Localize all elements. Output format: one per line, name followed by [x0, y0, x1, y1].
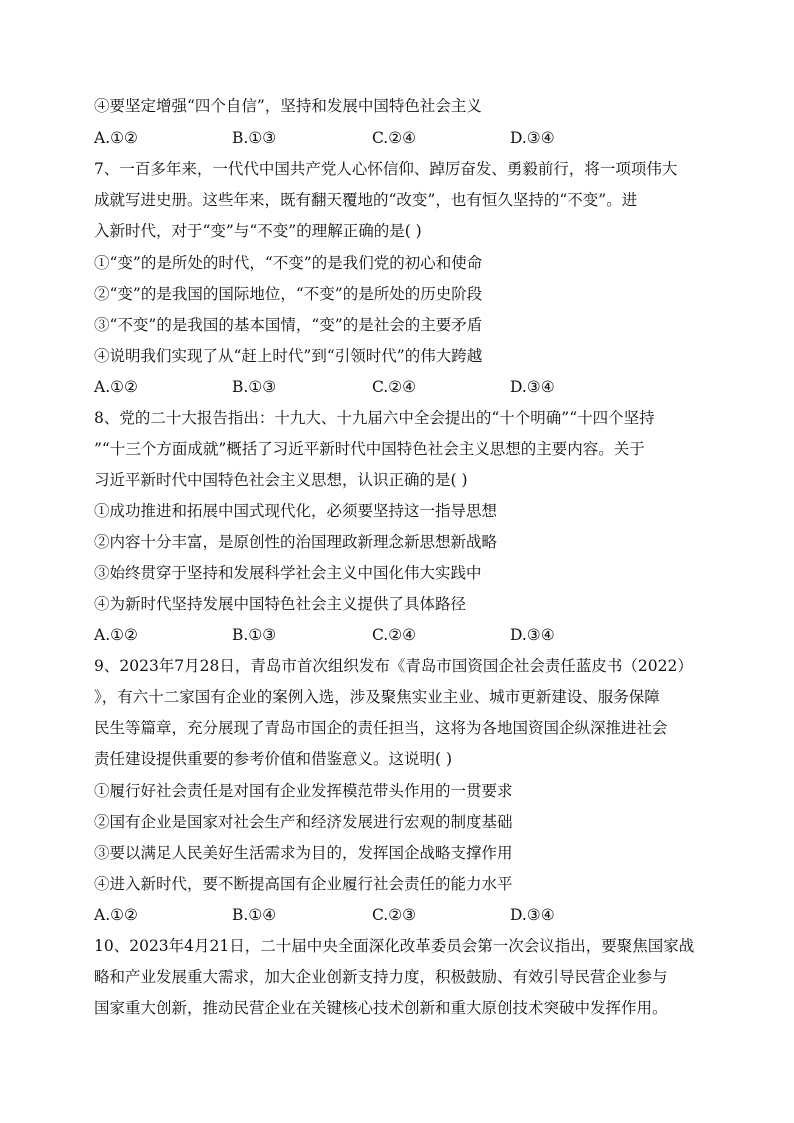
q9-choice-d[interactable]: D.③④ — [510, 906, 555, 924]
q9-stem-line-2: 》，有六十二家国有企业的案例入选，涉及聚焦实业主业、城市更新建设、服务保障 — [94, 688, 660, 706]
q8-option-4: ④为新时代坚持发展中国特色社会主义提供了具体路径 — [94, 595, 467, 613]
q8-option-3: ③始终贯穿于坚持和发展科学社会主义中国化伟大实践中 — [94, 564, 482, 582]
q9-choice-a[interactable]: A.①② — [94, 906, 138, 924]
q9-option-4: ④进入新时代，要不断提高国有企业履行社会责任的能力水平 — [94, 875, 513, 893]
q8-stem-line-1: 8、党的二十大报告指出：十九大、十九届六中全会提出的“十个明确”“十四个坚持 — [94, 409, 655, 427]
q7-stem-line-1: 7、一百多年来，一代代中国共产党人心怀信仰、踔厉奋发、勇毅前行，将一项项伟大 — [94, 160, 678, 178]
q6-choice-c[interactable]: C.②④ — [372, 129, 417, 147]
q9-option-2: ②国有企业是国家对社会生产和经济发展进行宏观的制度基础 — [94, 813, 513, 831]
q7-stem-line-3: 入新时代，对于“变”与“不变”的理解正确的是( ) — [94, 222, 422, 240]
q7-option-4: ④说明我们实现了从“赶上时代”到“引领时代”的伟大跨越 — [94, 347, 483, 365]
q7-option-2: ②“变”的是我国的国际地位，“不变”的是所处的历史阶段 — [94, 285, 483, 303]
q8-choice-a[interactable]: A.①② — [94, 626, 138, 644]
q9-option-1: ①履行好社会责任是对国有企业发挥模范带头作用的一贯要求 — [94, 782, 513, 800]
q9-choice-c[interactable]: C.②③ — [372, 906, 417, 924]
q7-option-3: ③“不变”的是我国的基本国情，“变”的是社会的主要矛盾 — [94, 316, 483, 334]
q7-choice-d[interactable]: D.③④ — [510, 378, 555, 396]
q9-answer-choices — [94, 905, 700, 925]
q7-option-1: ①“变”的是所处的时代，“不变”的是我们党的初心和使命 — [94, 254, 483, 272]
q9-stem-line-4: 责任建设提供重要的参考价值和借鉴意义。这说明( ) — [94, 750, 453, 768]
q6-choice-d[interactable]: D.③④ — [510, 129, 555, 147]
q8-stem-line-2: ”“十三个方面成就”概括了习近平新时代中国特色社会主义思想的主要内容。关于 — [94, 440, 645, 458]
q8-option-1: ①成功推进和拓展中国式现代化，必须要坚持这一指导思想 — [94, 502, 498, 520]
q7-stem-line-2: 成就写进史册。这些年来，既有翻天覆地的“改变”，也有恒久坚持的“不变”。进 — [94, 191, 638, 209]
q6-option-4: ④要坚定增强“四个自信”，坚持和发展中国特色社会主义 — [94, 97, 482, 115]
q8-option-2: ②内容十分丰富，是原创性的治国理政新理念新思想新战略 — [94, 533, 498, 551]
q7-answer-choices — [94, 377, 700, 397]
q6-answer-choices — [94, 128, 700, 148]
q9-option-3: ③要以满足人民美好生活需求为目的，发挥国企战略支撑作用 — [94, 844, 513, 862]
q9-stem-line-1: 9、2023年7月28日，青岛市首次组织发布《青岛市国资国企社会责任蓝皮书（2022） — [94, 657, 693, 675]
q8-choice-d[interactable]: D.③④ — [510, 626, 555, 644]
q8-choice-c[interactable]: C.②④ — [372, 626, 417, 644]
q10-stem-line-3: 国家重大创新，推动民营企业在关键核心技术创新和重大原创技术突破中发挥作用。 — [94, 999, 668, 1017]
q6-choice-a[interactable]: A.①② — [94, 129, 138, 147]
q8-answer-choices — [94, 625, 700, 645]
q7-choice-c[interactable]: C.②④ — [372, 378, 417, 396]
q6-choice-b[interactable]: B.①③ — [232, 129, 277, 147]
q10-stem-line-1: 10、2023年4月21日，二十届中央全面深化改革委员会第一次会议指出，要聚焦国家战 — [94, 937, 695, 955]
q10-stem-line-2: 略和产业发展重大需求，加大企业创新支持力度，积极鼓励、有效引导民营企业参与 — [94, 968, 668, 986]
q7-choice-a[interactable]: A.①② — [94, 378, 138, 396]
q7-choice-b[interactable]: B.①③ — [232, 378, 277, 396]
q8-choice-b[interactable]: B.①③ — [232, 626, 277, 644]
q9-stem-line-3: 民生等篇章，充分展现了青岛市国企的责任担当，这将为各地国资国企纵深推进社会 — [94, 719, 668, 737]
q9-choice-b[interactable]: B.①④ — [232, 906, 277, 924]
q8-stem-line-3: 习近平新时代中国特色社会主义思想，认识正确的是( ) — [94, 471, 468, 489]
